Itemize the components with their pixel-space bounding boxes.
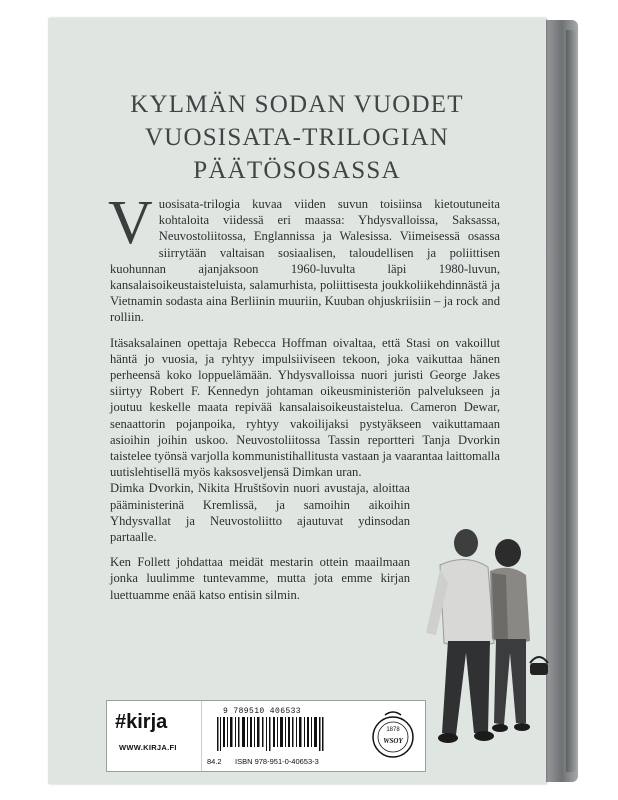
blurb-paragraph-2b: Dimka Dvorkin, Nikita Hruštšovin nuori avustaja, aloittaa pääministerinä Kremlissä, ja samoihin aikoihin Yhdysvallat ja Neuvostoliitto ajautuvat ydinsodan partaalle. <box>110 481 410 545</box>
seal-letters: WSOY <box>383 737 403 745</box>
publisher-url: WWW.KIRJA.FI <box>119 743 177 752</box>
barcode-bars <box>217 717 325 751</box>
back-cover <box>48 18 546 784</box>
blurb-paragraph-1 <box>108 189 500 326</box>
headline-line-1: KYLMÄN SODAN VUODET <box>130 91 464 118</box>
headline-line-3: PÄÄTÖSOSASSA <box>193 157 401 184</box>
barcode-panel <box>106 700 426 772</box>
blurb-paragraph-2-text: Itäsaksalainen opettaja Rebecca Hoffman oivaltaa, että Stasi on vakoillut häntä jo vuosia, ja ryhtyy impulsiiviseen tekoon, joka vaikuttaa hänen perheensä koko loppuelämään. Yhdysvalloissa nuori juristi George Jakes siirtyy Robert F. Kennedyn johtaman oikeusministeriön palvelukseen ja joutuu keskelle maata repivää kansalaisoikeustaistelua. Cameron Dewar, senaattorin pojanpoika, ryhtyy vakoilijaksi pystyäkseen vaikuttamaan asioihin joihin uskoo. Neuvostoliitossa Tassin reportteri Tanja Dvorkin taistelee työnsä varjolla kommunistihallitusta vastaan ja vaarantaa laittomalla uutislehtisellä myös kaksosveljensä Dimkan uran. <box>110 335 500 480</box>
blurb-paragraph-1-text: uosisata-trilogia kuvaa viiden suvun toisiinsa kietoutuneita kohtaloita viidessä eri maassa: Yhdysvalloissa, Saksassa, Neuvostoliitossa, Englannissa ja Walesissa. Viimeisessä osassa siirrytään valtaisan sosiaalisen, taloudellisen ja poliittisen kuohunnan ajanjaksoon 1960-luvulta läpi 1980-luvun, kansalaisoikeustaisteluista, salamurhista, poliittisesta joukkoliikehdinnästä ja Vietnamin sodasta aina Berliinin muuriin, Kuuban ohjuskriisiin – ja rock and rolliin. <box>110 197 500 325</box>
spine-edge <box>566 30 576 772</box>
publisher-seal-icon <box>369 709 417 763</box>
headline <box>48 88 546 187</box>
barcode-digits: 9 789510 406533 <box>223 707 302 716</box>
blurb-paragraph-3: Ken Follett johdattaa meidät mestarin ottein maailmaan jonka luulimme tuntevamme, mutta jota emme kirjan luettuamme enää katso entisin silmin. <box>110 555 410 602</box>
isbn-text: ISBN 978-951-0-40653-3 <box>235 757 319 766</box>
panel-divider <box>201 701 202 771</box>
publisher-logo: #kirja <box>115 711 168 733</box>
class-code: 84.2 <box>207 757 222 766</box>
blurb-paragraph-2 <box>110 335 500 481</box>
headline-line-2: VUOSISATA-TRILOGIAN <box>144 124 450 151</box>
seal-year: 1878 <box>386 727 400 733</box>
drop-cap: V <box>108 189 153 257</box>
